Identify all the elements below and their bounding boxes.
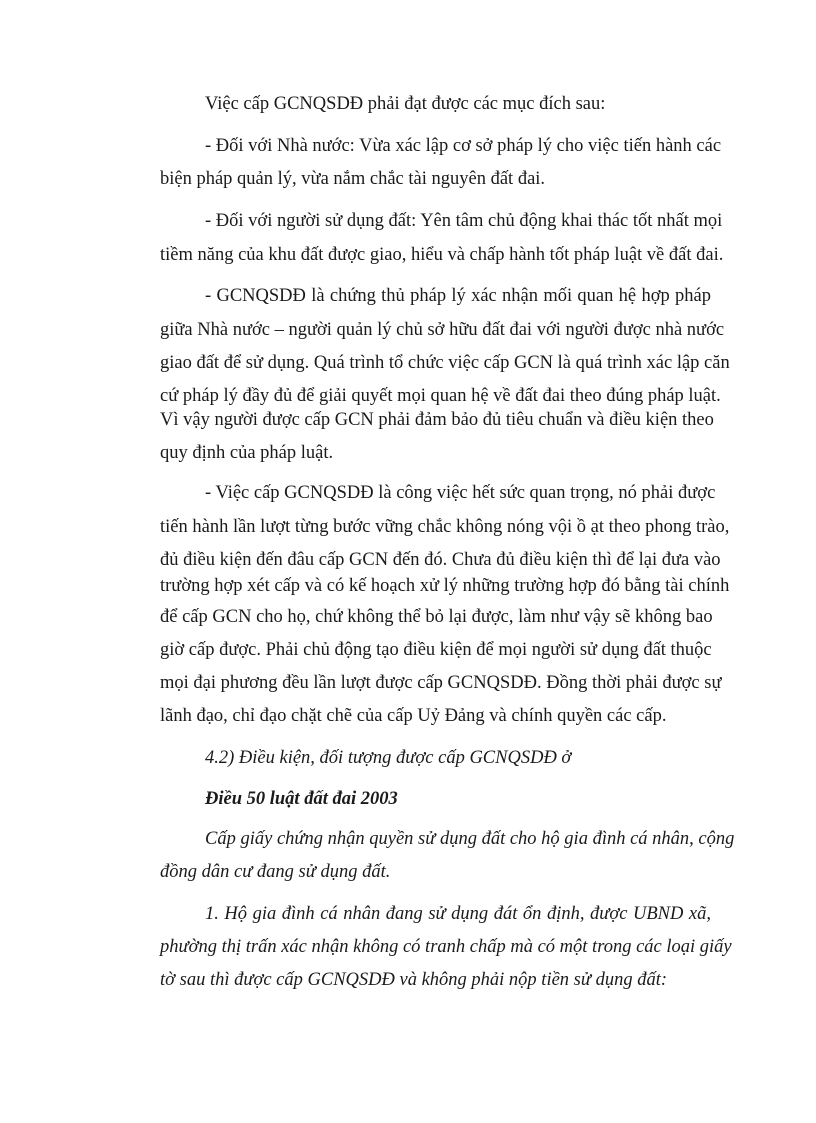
- article-title: Điều 50 luật đất đai 2003: [205, 789, 398, 809]
- paragraph-5-line-2: tiến hành lần lượt từng bước vững chắc không nóng vội ồ ạt theo phong trào,: [160, 517, 730, 537]
- paragraph-4-line-2: giữa Nhà nước – người quản lý chủ sở hữu đất đai với người được nhà nước: [160, 320, 725, 340]
- paragraph-4-line-5: Vì vậy người được cấp GCN phải đảm bảo đủ tiêu chuẩn và điều kiện theo: [160, 410, 714, 430]
- paragraph-5-line-7: mọi đại phương đều lần lượt được cấp GCNQSDĐ. Đồng thời phải được sự: [160, 673, 722, 693]
- paragraph-5-line-8: lãnh đạo, chỉ đạo chặt chẽ của cấp Uỷ Đảng và chính quyền các cấp.: [160, 706, 667, 726]
- paragraph-5-line-4: trường hợp xét cấp và có kế hoạch xử lý những trường hợp đó bằng tài chính: [160, 576, 730, 596]
- paragraph-4-line-1: - GCNQSDĐ là chứng thủ pháp lý xác nhận mối quan hệ hợp pháp: [205, 286, 711, 306]
- paragraph-5-line-5: để cấp GCN cho họ, chứ không thể bỏ lại được, làm như vậy sẽ không bao: [160, 607, 713, 627]
- paragraph-5-line-3: đủ điều kiện đến đâu cấp GCN đến đó. Chưa đủ điều kiện thì để lại đưa vào: [160, 550, 721, 570]
- paragraph-3-line-2: tiềm năng của khu đất được giao, hiểu và chấp hành tốt pháp luật về đất đai.: [160, 245, 724, 265]
- paragraph-3-line-1: - Đối với người sử dụng đất: Yên tâm chủ động khai thác tốt nhất mọi: [205, 211, 723, 231]
- paragraph-2-line-2: biện pháp quản lý, vừa nắm chắc tài nguyên đất đai.: [160, 169, 546, 189]
- paragraph-9-line-1: 1. Hộ gia đình cá nhân đang sử dụng đát ổn định, được UBND xã,: [205, 904, 711, 924]
- section-heading: 4.2) Điều kiện, đối tượng được cấp GCNQSDĐ ở: [205, 748, 572, 768]
- paragraph-9-line-2: phường thị trấn xác nhận không có tranh chấp mà có một trong các loại giấy: [160, 937, 732, 957]
- paragraph-4-line-4: cứ pháp lý đầy đủ để giải quyết mọi quan hệ về đất đai theo đúng pháp luật.: [160, 386, 721, 406]
- paragraph-5-line-1: - Việc cấp GCNQSDĐ là công việc hết sức quan trọng, nó phải được: [205, 483, 716, 503]
- paragraph-9-line-3: tờ sau thì được cấp GCNQSDĐ và không phải nộp tiền sử dụng đất:: [160, 970, 668, 990]
- paragraph-4-line-3: giao đất để sử dụng. Quá trình tổ chức việc cấp GCN là quá trình xác lập căn: [160, 353, 730, 373]
- paragraph-8-line-2: đồng dân cư đang sử dụng đất.: [160, 862, 391, 882]
- paragraph-5-line-6: giờ cấp được. Phải chủ động tạo điều kiện để mọi người sử dụng đất thuộc: [160, 640, 712, 660]
- paragraph-1-line-1: Việc cấp GCNQSDĐ phải đạt được các mục đích sau:: [205, 94, 606, 114]
- paragraph-2-line-1: - Đối với Nhà nước: Vừa xác lập cơ sở pháp lý cho việc tiến hành các: [205, 136, 722, 156]
- paragraph-4-line-6: quy định của pháp luật.: [160, 443, 334, 463]
- paragraph-8-line-1: Cấp giấy chứng nhận quyền sử dụng đất cho hộ gia đình cá nhân, cộng: [205, 829, 735, 849]
